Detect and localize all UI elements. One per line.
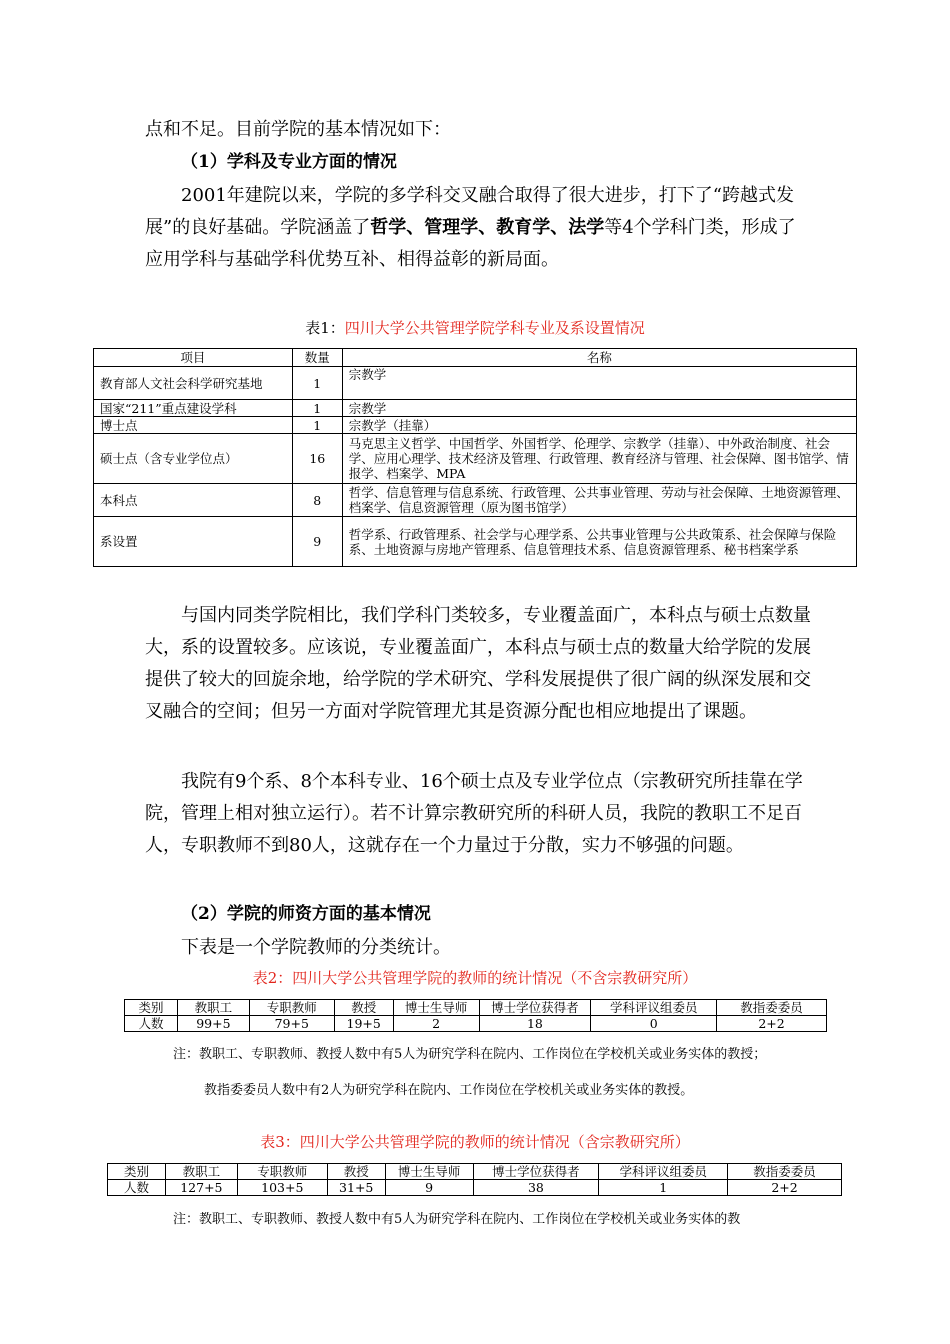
paragraph-comparison: 与国内同类学院相比，我们学科门类较多，专业覆盖面广，本科点与硕士点数量大，系的设置较多。应该说，专业覆盖面广，本科点与硕士点的数量大给学院的发展提供了较大的回旋余地，给学院的学术研究、学科发展提供了很广阔的纵深发展和交叉融合的空间；但另一方面对学院管理尤其是资源分配也相应地提出了课题。 (145, 605, 811, 722)
table-row (94, 417, 857, 434)
table-cell: 0 (591, 1016, 717, 1032)
table1-caption-prefix: 表1： (305, 319, 345, 337)
section2-heading: （2）学院的师资方面的基本情况 (181, 904, 431, 924)
table-cell: 18 (479, 1016, 591, 1032)
table-cell: 本科点 (94, 484, 293, 517)
table-header-cell: 教职工 (177, 1000, 249, 1016)
table-row (108, 1180, 842, 1196)
table-header-cell: 类别 (108, 1164, 166, 1180)
section2-intro: 下表是一个学院教师的分类统计。 (181, 937, 451, 958)
table-cell: 2 (393, 1016, 479, 1032)
table-cell: 9 (292, 517, 342, 567)
table1-header-row (94, 349, 857, 367)
table-cell: 99+5 (177, 1016, 249, 1032)
table2-teacher-stats (124, 999, 827, 1032)
table-header-cell: 博士学位获得者 (479, 1000, 591, 1016)
intro-line: 点和不足。目前学院的基本情况如下： (145, 119, 451, 140)
table-header-cell: 博士生导师 (393, 1000, 479, 1016)
table-header-cell: 教指委委员 (728, 1164, 842, 1180)
table-cell: 16 (292, 434, 342, 484)
table-row (94, 434, 857, 484)
table-row (94, 517, 857, 567)
table1-caption (0, 318, 950, 338)
table-cell: 2+2 (728, 1180, 842, 1196)
table3-note-1: 注：教职工、专职教师、教授人数中有5人为研究学科在院内、工作岗位在学校机关或业务实体的教 (173, 1212, 741, 1227)
table-cell: 103+5 (237, 1180, 327, 1196)
table-cell: 9 (385, 1180, 473, 1196)
table-cell: 1 (292, 417, 342, 434)
table-cell: 1 (292, 400, 342, 417)
table-header-cell: 博士学位获得者 (473, 1164, 599, 1180)
section1-text-a: 2001年建院以来，学院的多学科交叉融合取得了很大进步，打下了“跨越式发展”的良好基础。学院涵盖了 (145, 185, 795, 238)
table-header-cell: 专职教师 (237, 1164, 327, 1180)
table1-header-cell: 数量 (292, 349, 342, 367)
table3-header-row (108, 1164, 842, 1180)
table-cell: 博士点 (94, 417, 293, 434)
table-header-cell: 学科评议组委员 (591, 1000, 717, 1016)
table-cell: 宗教学 (342, 367, 856, 400)
table2-note-2: 教指委委员人数中有2人为研究学科在院内、工作岗位在学校机关或业务实体的教授。 (204, 1083, 694, 1098)
paragraph-structure: 我院有9个系、8个本科专业、16个硕士点及专业学位点（宗教研究所挂靠在学院，管理上相对独立运行）。若不计算宗教研究所的科研人员，我院的教职工不足百人，专职教师不到80人，这就存在一个力量过于分散，实力不够强的问题。 (145, 771, 803, 856)
table-cell: 79+5 (249, 1016, 334, 1032)
table-cell: 人数 (125, 1016, 178, 1032)
table-cell: 国家“211”重点建设学科 (94, 400, 293, 417)
table-cell: 19+5 (334, 1016, 393, 1032)
table-cell: 哲学系、行政管理系、社会学与心理学系、公共事业管理与公共政策系、社会保障与保险系、土地资源与房地产管理系、信息管理技术系、信息资源管理系、秘书档案学系 (342, 517, 856, 567)
table1-header-cell: 项目 (94, 349, 293, 367)
table-cell: 127+5 (165, 1180, 237, 1196)
table-header-cell: 专职教师 (249, 1000, 334, 1016)
table-header-cell: 教授 (334, 1000, 393, 1016)
table-cell: 马克思主义哲学、中国哲学、外国哲学、伦理学、宗教学（挂靠）、中外政治制度、社会学、应用心理学、技术经济及管理、行政管理、教育经济与管理、社会保障、图书馆学、情报学、档案学、MPA (342, 434, 856, 484)
table-cell: 31+5 (327, 1180, 385, 1196)
table3-caption: 表3：四川大学公共管理学院的教师的统计情况（含宗教研究所） (260, 1133, 690, 1151)
table-header-cell: 教授 (327, 1164, 385, 1180)
table-cell: 教育部人文社会科学研究基地 (94, 367, 293, 400)
table-row (125, 1016, 827, 1032)
table1-disciplines (93, 348, 857, 567)
table-header-cell: 类别 (125, 1000, 178, 1016)
section1-text-b: 等4个学科门类，形成了应用学科与基础学科优势互补、相得益彰的新局面。 (145, 217, 796, 270)
section1-bold-disciplines: 哲学、管理学、教育学、法学 (370, 217, 605, 238)
table-cell: 38 (473, 1180, 599, 1196)
table3-teacher-stats (107, 1163, 842, 1196)
table-cell: 8 (292, 484, 342, 517)
table1-caption-title: 四川大学公共管理学院学科专业及系设置情况 (344, 319, 645, 337)
table-cell: 1 (292, 367, 342, 400)
table2-caption: 表2：四川大学公共管理学院的教师的统计情况（不含宗教研究所） (252, 969, 698, 987)
table2-header-row (125, 1000, 827, 1016)
table-header-cell: 教指委委员 (717, 1000, 827, 1016)
section1-paragraph (145, 180, 813, 276)
table-cell: 2+2 (717, 1016, 827, 1032)
table-header-cell: 博士生导师 (385, 1164, 473, 1180)
table-row (94, 484, 857, 517)
table-cell: 宗教学（挂靠） (342, 417, 856, 434)
table-row (94, 400, 857, 417)
table-cell: 1 (599, 1180, 728, 1196)
table-header-cell: 教职工 (165, 1164, 237, 1180)
section1-heading: （1）学科及专业方面的情况 (181, 152, 397, 172)
table2-note-1: 注：教职工、专职教师、教授人数中有5人为研究学科在院内、工作岗位在学校机关或业务实体的教授； (173, 1047, 767, 1062)
table-cell: 系设置 (94, 517, 293, 567)
table-row (94, 367, 857, 400)
table1-header-cell: 名称 (342, 349, 856, 367)
table-cell: 哲学、信息管理与信息系统、行政管理、公共事业管理、劳动与社会保障、土地资源管理、档案学、信息资源管理（原为图书馆学） (342, 484, 856, 517)
table-cell: 硕士点（含专业学位点） (94, 434, 293, 484)
table-cell: 宗教学 (342, 400, 856, 417)
table-header-cell: 学科评议组委员 (599, 1164, 728, 1180)
table-cell: 人数 (108, 1180, 166, 1196)
